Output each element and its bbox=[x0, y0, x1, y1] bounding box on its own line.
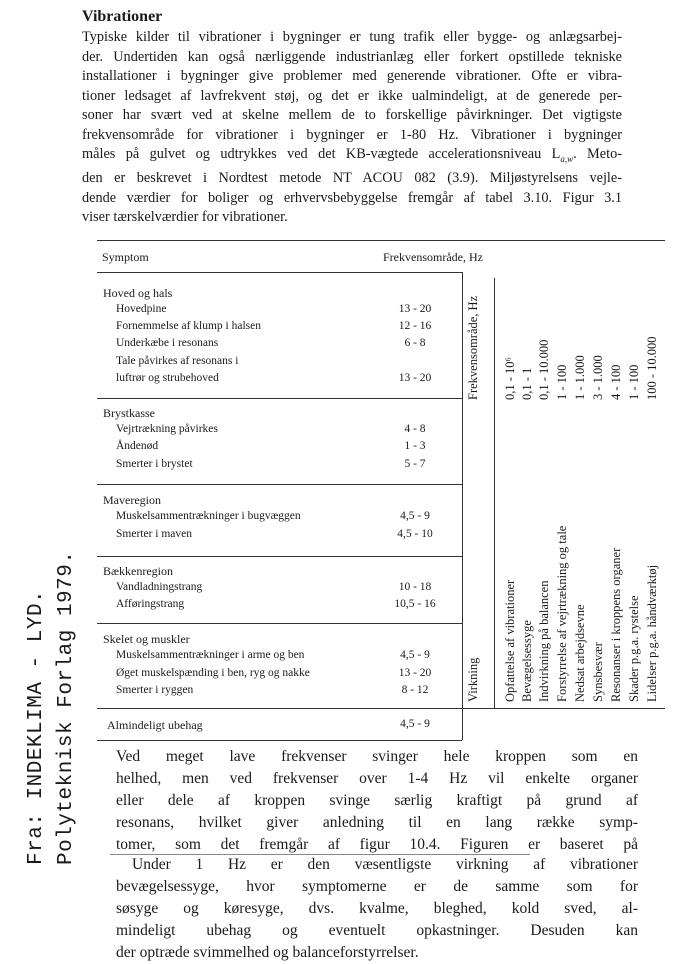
body-line: eller dele af kroppen svinge særlig kraftigt på grund af bbox=[116, 792, 638, 809]
intro-line: Typiske kilder til vibrationer i bygninger er tung trafik eller bygge- og anlægsarbej- bbox=[82, 29, 622, 45]
row-label: Vejrtrækning påvirkes bbox=[116, 423, 218, 435]
intro-line: den er beskrevet i Nordtest metode NT ACOU 082 (3.9). Miljøstyrelsens vejle- bbox=[82, 170, 622, 187]
side-freq-value: 0,1 - 1 bbox=[520, 367, 534, 400]
row-label: Afføringstrang bbox=[116, 598, 185, 610]
row-label: Åndenød bbox=[116, 440, 159, 452]
body-line: mindeligt ubehag og eventuelt opkastninger. Desuden kan bbox=[116, 922, 638, 939]
group-title: Bækkenregion bbox=[103, 564, 173, 578]
table-divider bbox=[494, 278, 495, 708]
footer-value: 4,5 - 9 bbox=[400, 718, 430, 730]
row-label: Muskelsammentrækninger i bugvæggen bbox=[116, 510, 301, 522]
row-value: 13 - 20 bbox=[398, 667, 432, 679]
row-value: 1 - 3 bbox=[404, 440, 426, 452]
intro-line: soner har svært ved at skelne mellem de to forskellige påvirkninger. Det vigtigste bbox=[82, 107, 622, 123]
row-value: 4,5 - 9 bbox=[400, 510, 430, 522]
intro-line: tioner ledsaget af lavfrekvent støj, og det er ikke ualmindeligt, at de generede per- bbox=[82, 87, 622, 104]
intro-line: frekvensområde for vibrationer i bygninger er 1-80 Hz. Vibrationer i bygninger bbox=[82, 126, 622, 143]
side-effect-label: Indvirkning på balancen bbox=[537, 580, 551, 702]
source-line-2: Polyteknisk Forlag 1979. bbox=[55, 550, 78, 865]
body-line: Under 1 Hz er den væsentligste virkning af vibrationer bbox=[132, 856, 638, 873]
group-title: Brystkasse bbox=[103, 406, 155, 420]
header-frequency: Frekvensområde, Hz bbox=[383, 250, 483, 264]
intro-line: dende værdier for boliger og erhvervsbebyggelse fremgår af tabel 3.10. Figur 3.1 bbox=[82, 189, 622, 206]
row-value: 8 - 12 bbox=[401, 684, 429, 696]
body-line: der optræde svimmelhed og balanceforstyrrelser. bbox=[116, 944, 419, 961]
body-line: resonans, hvilket giver anledning til en lang række symp- bbox=[116, 814, 638, 831]
section-title: Vibrationer bbox=[82, 8, 163, 25]
row-value: 4,5 - 10 bbox=[397, 528, 433, 540]
row-value: 4,5 - 9 bbox=[400, 649, 430, 661]
side-effect-label: Resonanser i kroppens organer bbox=[609, 547, 623, 702]
side-freq-value: 1 - 100 bbox=[627, 364, 641, 400]
row-value: 10,5 - 16 bbox=[394, 598, 436, 610]
side-header-effect: Virkning bbox=[466, 657, 480, 702]
row-label: Underkæbe i resonans bbox=[116, 337, 219, 349]
side-effect-label: Synsbesvær bbox=[591, 642, 605, 702]
intro-line: der. Undertiden kan også nærliggende industrianlæg eller forkert opstillede tekniske bbox=[82, 48, 622, 65]
row-value: 13 - 20 bbox=[398, 303, 432, 315]
header-symptom: Symptom bbox=[102, 250, 149, 264]
body-line: bevægelsessyge, hvor symptomerne er de samme som for bbox=[116, 878, 638, 895]
row-label: Tale påvirkes af resonans i bbox=[116, 355, 239, 367]
row-value: 5 - 7 bbox=[404, 458, 426, 470]
row-label: Fornemmelse af klump i halsen bbox=[116, 320, 261, 332]
group-title: Maveregion bbox=[103, 493, 161, 507]
intro-line-text: måles på gulvet og udtrykkes ved det KB-vægtede accelerationsniveau L bbox=[82, 146, 561, 162]
row-label: Muskelsammentrækninger i arme og ben bbox=[116, 649, 305, 661]
side-freq-value: 1 - 1.000 bbox=[573, 355, 587, 400]
side-effect-label: Skader p.g.a. rystelse bbox=[627, 595, 641, 702]
row-value: 6 - 8 bbox=[404, 337, 426, 349]
side-effect-label: Nedsat arbejdsevne bbox=[573, 604, 587, 702]
side-freq-value: 4 - 100 bbox=[609, 364, 623, 400]
table-rule bbox=[97, 240, 665, 241]
table-rule bbox=[97, 272, 462, 273]
body-paragraph-2 bbox=[116, 854, 638, 964]
body-line: helhed, men ved frekvenser over 1-4 Hz vil enkelte organer bbox=[116, 770, 638, 787]
intro-line: viser tærskelværdier for vibrationer. bbox=[82, 209, 288, 226]
row-value: 4 - 8 bbox=[404, 423, 426, 435]
body-paragraph-1 bbox=[116, 746, 638, 856]
row-label: Hovedpine bbox=[116, 303, 167, 315]
source-line-1: Fra: INDEKLIMA - LYD. bbox=[25, 589, 48, 865]
table-rule bbox=[97, 556, 462, 557]
side-effect-label: Lidelser p.g.a. håndværktøj bbox=[645, 564, 659, 702]
side-freq-value: 0,1 - 10.000 bbox=[537, 339, 551, 400]
intro-line-tail: . Meto- bbox=[573, 146, 622, 162]
intro-paragraph bbox=[82, 28, 622, 228]
intro-line: installationer i bygninger give problemer med generende vibrationer. Ofte er vibra- bbox=[82, 68, 622, 84]
group-title: Skelet og muskler bbox=[103, 632, 190, 646]
symbol-subscript: a,w bbox=[560, 153, 574, 164]
row-label: Smerter i maven bbox=[116, 528, 193, 540]
group-title: Hoved og hals bbox=[103, 286, 173, 300]
source-attribution bbox=[22, 551, 82, 865]
row-label: luftrør og strubehoved bbox=[116, 372, 219, 384]
side-freq-value: 100 - 10.000 bbox=[645, 336, 659, 400]
side-effect-label: Forstyrrelse af vejrtrækning og tale bbox=[555, 525, 569, 702]
row-label: Smerter i brystet bbox=[116, 458, 193, 470]
table-rule bbox=[97, 708, 665, 709]
row-value: 12 - 16 bbox=[398, 320, 432, 332]
row-label: Vandladningstrang bbox=[116, 581, 203, 593]
table-rule bbox=[97, 484, 462, 485]
side-effect-label: Bevægelsessyge bbox=[520, 620, 534, 702]
side-freq-value: 3 - 1.000 bbox=[591, 355, 605, 400]
side-freq-value: 0,1 - 10⁶ bbox=[503, 357, 517, 400]
table-divider bbox=[462, 272, 463, 740]
row-label: Øget muskelspænding i ben, ryg og nakke bbox=[116, 667, 310, 679]
row-value: 10 - 18 bbox=[398, 581, 432, 593]
side-effect-label: Opfattelse af vibrationer bbox=[503, 579, 517, 702]
row-label: Smerter i ryggen bbox=[116, 684, 194, 696]
side-header-frequency: Frekvensområde, Hz bbox=[466, 295, 480, 400]
table-rule bbox=[97, 740, 462, 741]
row-value: 13 - 20 bbox=[398, 372, 432, 384]
footer-label: Almindeligt ubehag bbox=[107, 718, 203, 732]
table-rule bbox=[97, 398, 462, 399]
side-freq-value: 1 - 100 bbox=[555, 364, 569, 400]
body-line: Ved meget lave frekvenser svinger hele kroppen som en bbox=[116, 748, 638, 765]
body-line: tomer, som det fremgår af figur 10.4. Figuren er baseret på bbox=[116, 836, 638, 853]
table-rule bbox=[97, 623, 462, 624]
body-line: søsyge og køresyge, dvs. kvalme, bleghed, kold sved, al- bbox=[116, 900, 638, 917]
intro-line-with-symbol bbox=[82, 145, 622, 169]
